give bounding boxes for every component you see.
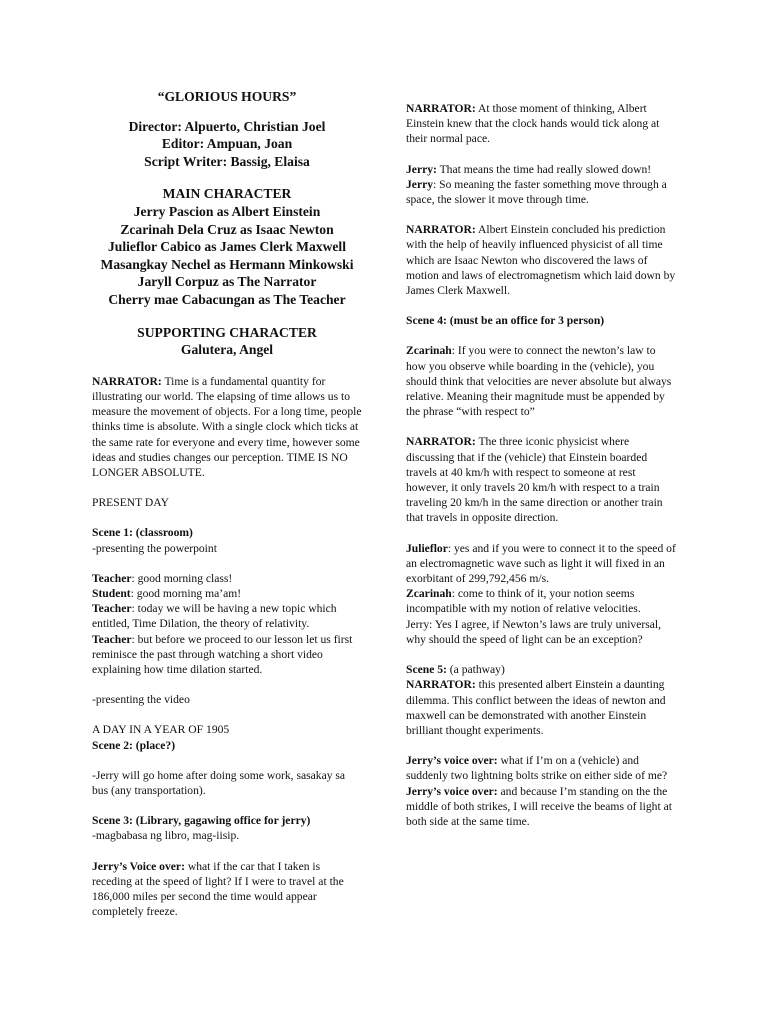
speaker-label: Jerry — [406, 177, 434, 191]
dialogue-line — [406, 784, 676, 830]
speaker-label: Zcarinah — [406, 587, 452, 601]
narrator-paragraph — [406, 101, 676, 147]
stage-direction: -Jerry will go home after doing some work, sasakay sa bus (any transportation). — [92, 768, 346, 797]
right-column — [406, 101, 676, 829]
cast-member: Cherry mae Cabacungan as The Teacher — [108, 291, 346, 307]
scene-3-block — [92, 813, 362, 843]
dialogue-text: : come to think of it, your notion seems incompatible with my notion of relative velocities. — [406, 587, 641, 616]
speaker-label: Teacher — [92, 632, 132, 646]
dialogue-text: and because I’m standing on the the middle of both strikes, I will receive the beams of light at both side at the same time. — [406, 784, 672, 828]
speaker-label: NARRATOR: — [406, 678, 476, 692]
narrator-intro-paragraph — [92, 374, 362, 480]
supporting-character-heading: SUPPORTING CHARACTER — [137, 324, 317, 340]
dialogue-text: : If you were to connect the newton’s law to how you observe while boarding in the (vehicle), you should think that velocities are never absolute but always relative. Meaning their magnitude must be appended by the phrase “with respect to” — [406, 344, 672, 419]
stage-direction: -presenting the video — [92, 693, 190, 707]
year-line: A DAY IN A YEAR OF 1905 — [92, 723, 230, 737]
speaker-label: Student — [92, 586, 131, 600]
present-day-label: PRESENT DAY — [92, 496, 169, 510]
speaker-label: Teacher — [92, 602, 132, 616]
supporting-cast-member: Galutera, Angel — [180, 342, 274, 358]
zcarinah-paragraph — [406, 343, 676, 419]
speaker-label: Jerry’s voice over: — [406, 754, 498, 768]
dialogue-text: this presented albert Einstein a daunting dilemma. This conflict between the ideas of newton and maxwell can be demonstrated with another Einstein brilliant thought experiments. — [406, 678, 666, 737]
cast-member: Zcarinah Dela Cruz as Isaac Newton — [120, 221, 334, 237]
dialogue-text: That means the time had really slowed down! — [436, 162, 652, 176]
script-title: “GLORIOUS HOURS” — [157, 89, 297, 104]
stage-direction: -magbabasa ng libro, mag-iisip. — [92, 829, 240, 843]
left-column — [92, 88, 362, 919]
dialogue-text: : good morning class! — [131, 571, 233, 585]
speaker-label: Jerry: — [406, 162, 437, 176]
dialogue-line — [406, 162, 676, 177]
dialogue-line — [406, 177, 676, 207]
speaker-label: NARRATOR: — [406, 102, 476, 115]
scene-1-block — [92, 525, 362, 555]
classroom-dialogue — [92, 571, 362, 677]
dialogue-text: : but before we proceed to our lesson let us first reminisce the past through watching a short video explaining how time dilation started. — [92, 632, 353, 676]
dialogue-line — [406, 677, 676, 738]
speaker-label: Teacher — [92, 571, 132, 585]
dialogue-line — [92, 601, 362, 631]
dialogue-text: At those moment of thinking, Albert Einstein knew that the clock hands would tick along at their normal pace. — [406, 102, 660, 146]
dialogue-text: The three iconic physicist where discussing that if the (vehicle) that Einstein boarded travels at 40 km/h with respect to someone at rest however, it only travels 20 km/h with respect to a train traveling 20 km/h in the same direction or another train that travels in opposite direction. — [406, 435, 663, 525]
speaker-label: NARRATOR: — [92, 374, 162, 388]
scene-4-heading: Scene 4: (must be an office for 3 person) — [406, 314, 605, 328]
dialogue-text: : yes and if you were to connect it to the speed of an electromagnetic wave such as light it will fixed in an exorbitant of 299,792,456 m/s. — [406, 541, 676, 586]
narrator-paragraph — [406, 434, 676, 525]
stage-direction: -presenting the powerpoint — [92, 541, 217, 555]
office-dialogue — [406, 541, 676, 647]
dialogue-text: what if I’m on a (vehicle) and suddenly two lightning bolts strike on either side of me? — [406, 754, 668, 783]
narrator-paragraph — [406, 222, 676, 298]
scene-5-block — [406, 662, 676, 738]
speaker-label: NARRATOR: — [406, 223, 476, 237]
voice-over-block — [406, 753, 676, 829]
speaker-label: NARRATOR: — [406, 435, 476, 449]
scene-2-block — [92, 722, 362, 752]
dialogue-text: what if the car that I taken is receding at the speed of light? If I were to travel at the 186,000 miles per second the time would appear completely freeze. — [92, 859, 344, 919]
cast-member: Jaryll Corpuz as The Narrator — [137, 274, 317, 290]
editor-line: Editor: Ampuan, Joan — [161, 136, 293, 152]
cast-member: Julieflor Cabico as James Clerk Maxwell — [108, 239, 346, 255]
cast-member: Jerry Pascion as Albert Einstein — [133, 203, 321, 219]
dialogue-line — [92, 571, 362, 586]
dialogue-line — [92, 632, 362, 678]
dialogue-text: : good morning ma’am! — [130, 586, 242, 600]
scene-3-heading: Scene 3: (Library, gagawing office for jerry) — [92, 814, 311, 828]
dialogue-line: Jerry: Yes I agree, if Newton’s laws are truly universal, why should the speed of light can be an exception? — [406, 617, 661, 646]
director-line: Director: Alpuerto, Christian Joel — [128, 118, 326, 134]
scene-1-heading: Scene 1: (classroom) — [92, 526, 193, 540]
dialogue-line — [406, 541, 676, 587]
dialogue-text: : today we will be having a new topic which entitled, Time Dilation, the theory of relativity. — [92, 602, 337, 631]
cast-member: Masangkay Nechel as Hermann Minkowski — [100, 256, 354, 272]
scene-5-heading: Scene 5: (a pathway) — [406, 663, 505, 677]
jerry-dialogue — [406, 162, 676, 208]
dialogue-text: Time is a fundamental quantity for illustrating our world. The elapsing of time allows us to measure the movement of objects. For a long time, people thinks time is absolute. With a single clock which ticks at the same rate for everyone and every time, however some ideas and studies changes our perception. TIME IS NO LONGER ABSOLUTE. — [92, 374, 362, 479]
speaker-label: Jerry’s voice over: — [406, 784, 498, 798]
voice-over-paragraph — [92, 859, 362, 920]
speaker-label: Julieflor — [406, 541, 448, 555]
speaker-label: Zcarinah — [406, 344, 452, 358]
speaker-label: Jerry’s Voice over: — [92, 859, 185, 873]
dialogue-line — [406, 753, 676, 783]
dialogue-line — [406, 586, 676, 616]
dialogue-text: : So meaning the faster something move through a space, the slower it move through time. — [406, 177, 667, 207]
writer-line: Script Writer: Bassig, Elaisa — [144, 153, 310, 169]
scene-2-heading: Scene 2: (place?) — [92, 738, 176, 752]
main-character-heading: MAIN CHARACTER — [162, 186, 292, 202]
dialogue-line — [92, 586, 362, 601]
dialogue-text: Albert Einstein concluded his prediction with the help of heavily influenced physicist of all time which are Isaac Newton who discovered the laws of motion and laws of electromagnetism which laid down by James Clerk Maxwell. — [406, 223, 676, 298]
